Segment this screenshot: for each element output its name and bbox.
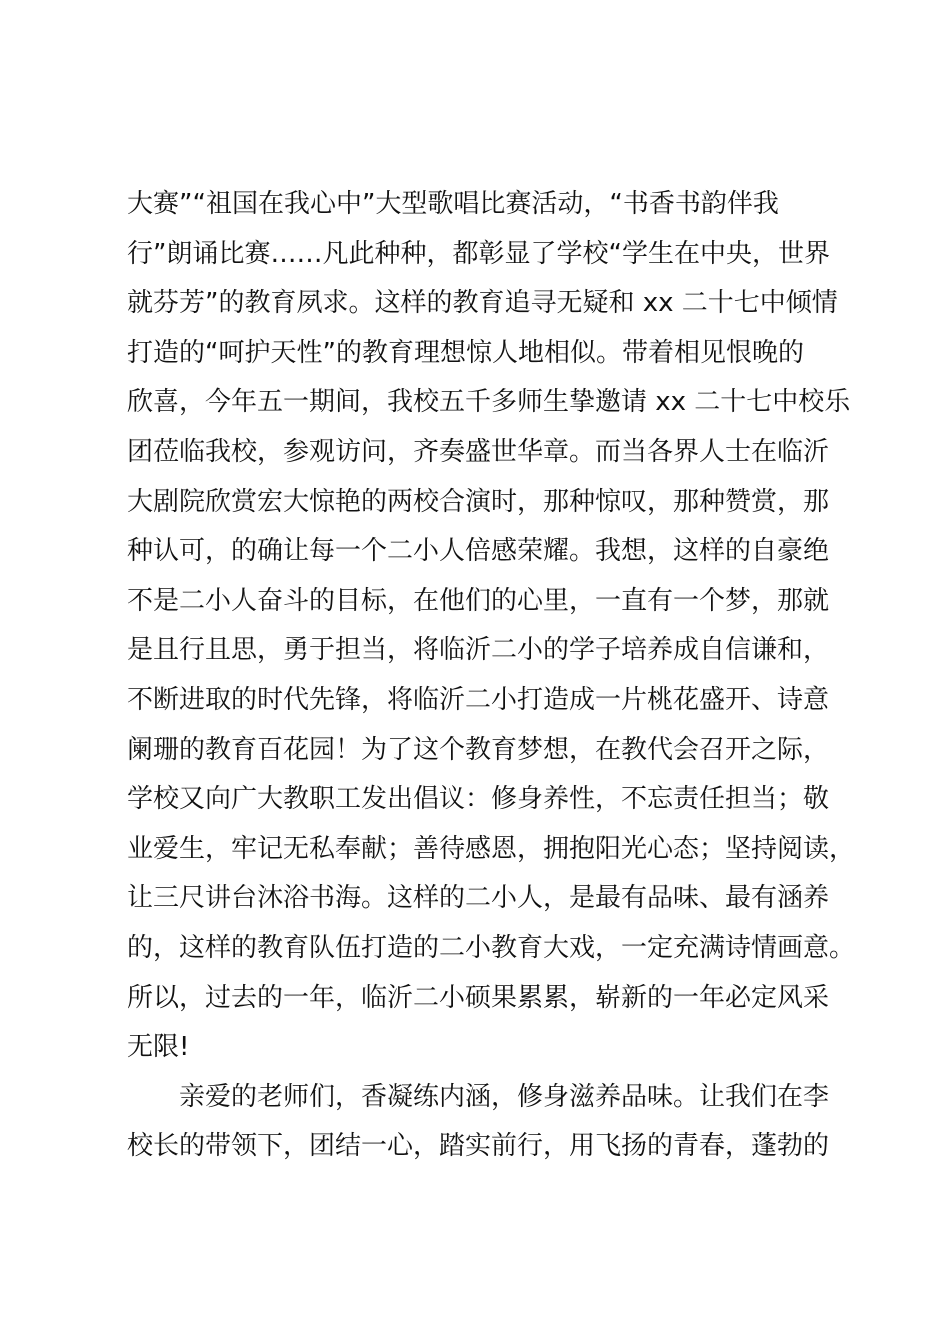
text-line: 欣喜，今年五一期间，我校五千多师生挚邀请 xx 二十七中校乐: [127, 387, 851, 418]
paragraph-2: [127, 1073, 837, 1172]
text-line: 不断进取的时代先锋，将临沂二小打造成一片桃花盛开、诗意: [127, 684, 830, 715]
text-line: 校长的带领下，团结一心，踏实前行，用飞扬的青春，蓬勃的: [127, 1131, 830, 1162]
body-text: [127, 180, 856, 1172]
text-line: 亲爱的老师们，香凝练内涵，修身滋养品味。让我们在李: [179, 1081, 830, 1112]
text-line: 打造的“呵护天性”的教育理想惊人地相似。带着相见恨晚的: [127, 337, 804, 368]
text-line: 不是二小人奋斗的目标，在他们的心里，一直有一个梦，那就: [127, 585, 830, 616]
text-line: 大剧院欣赏宏大惊艳的两校合演时，那种惊叹，那种赞赏，那: [127, 486, 830, 517]
text-line: 让三尺讲台沐浴书海。这样的二小人，是最有品味、最有涵养: [127, 883, 830, 914]
text-line: 就芬芳”的教育夙求。这样的教育追寻无疑和 xx 二十七中倾情: [127, 288, 838, 319]
text-line: 所以，过去的一年，临沂二小硕果累累，崭新的一年必定风采: [127, 982, 830, 1013]
paragraph-1: [127, 180, 856, 1073]
text-line: 业爱生，牢记无私奉献；善待感恩，拥抱阳光心态；坚持阅读，: [127, 833, 856, 864]
text-line: 种认可，的确让每一个二小人倍感荣耀。我想，这样的自豪绝: [127, 536, 830, 567]
text-line: 大赛”“祖国在我心中”大型歌唱比赛活动，“书香书韵伴我: [127, 189, 779, 219]
text-line: 学校又向广大教职工发出倡议：修身养性，不忘责任担当；敬: [127, 784, 830, 815]
text-line: 行”朗诵比赛……凡此种种，都彰显了学校“学生在中央，世界: [127, 238, 830, 269]
text-line: 是且行且思，勇于担当，将临沂二小的学子培养成自信谦和，: [127, 635, 830, 666]
text-line: 的，这样的教育队伍打造的二小教育大戏，一定充满诗情画意。: [127, 932, 856, 963]
text-line: 无限!: [127, 1032, 190, 1063]
text-line: 阑珊的教育百花园！为了这个教育梦想，在教代会召开之际，: [127, 734, 830, 765]
text-line: 团莅临我校，参观访问，齐奏盛世华章。而当各界人士在临沂: [127, 436, 830, 467]
